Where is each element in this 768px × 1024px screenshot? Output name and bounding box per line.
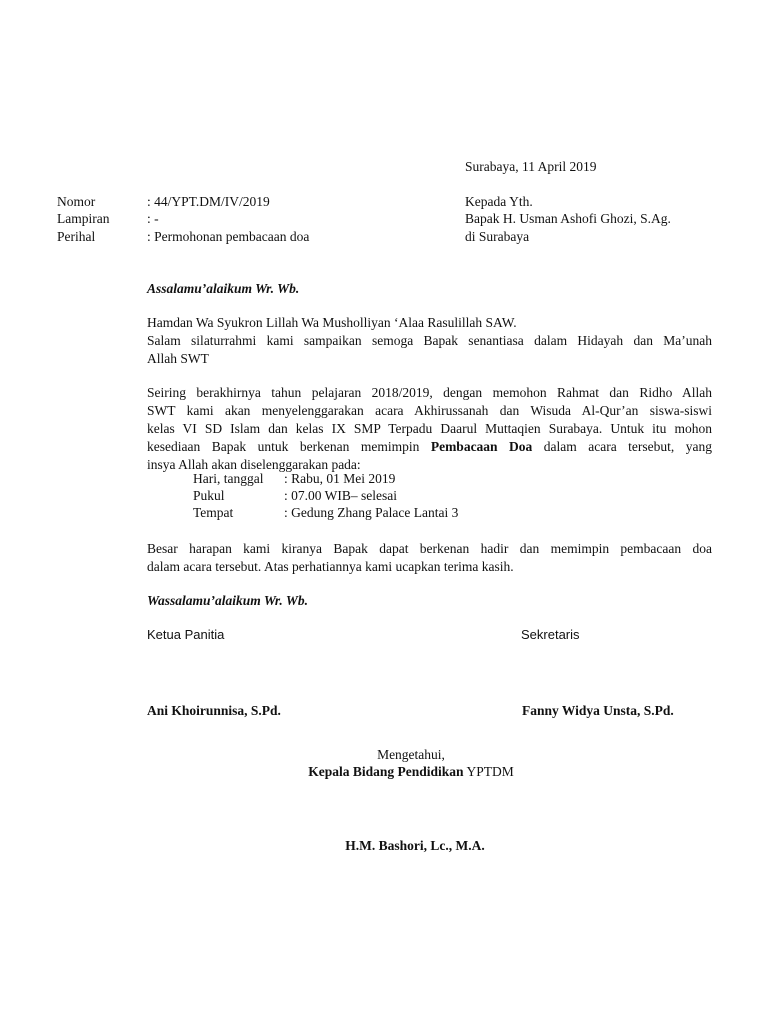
approval-title-bold: Kepala Bidang Pendidikan <box>308 764 464 779</box>
paragraph-line: dalam acara tersebut. Atas perhatiannya kami ucapkan terima kasih. <box>147 559 514 574</box>
paragraph-line: Salam silaturrahmi kami sampaikan semoga Bapak senantiasa dalam Hidayah dan Ma’unah <box>147 333 712 348</box>
event-value-date: : Rabu, 01 Mei 2019 <box>284 471 396 486</box>
paragraph-line: Hamdan Wa Syukron Lillah Wa Musholliyan ‘Alaa Rasulillah SAW. <box>147 315 517 330</box>
meta-value-nomor: : 44/YPT.DM/IV/2019 <box>147 194 270 209</box>
approval-label: Mengetahui, <box>377 747 445 762</box>
approval-name: H.M. Bashori, Lc., M.A. <box>345 838 485 853</box>
meta-label-perihal: Perihal <box>57 229 96 244</box>
event-label-place: Tempat <box>193 505 234 520</box>
meta-label-nomor: Nomor <box>57 194 96 209</box>
paragraph-line: SWT kami akan menyelenggarakan acara Akhirussanah dan Wisuda Al-Qur’an siswa-siswi <box>147 403 712 418</box>
recipient-line-3: di Surabaya <box>465 229 530 244</box>
recipient-line-2: Bapak H. Usman Ashofi Ghozi, S.Ag. <box>465 211 671 226</box>
paragraph-line: Allah SWT <box>147 351 209 366</box>
paragraph-request <box>147 384 712 474</box>
paragraph-text: dalam acara tersebut, yang <box>543 439 713 454</box>
approval-title <box>0 763 768 781</box>
letter-date: Surabaya, 11 April 2019 <box>465 159 597 174</box>
closing-greeting: Wassalamu’alaikum Wr. Wb. <box>147 593 309 608</box>
signature-right-title: Sekretaris <box>521 627 580 642</box>
paragraph-line: insya Allah akan diselenggarakan pada: <box>147 457 361 472</box>
highlight-pembacaan-doa: Pembacaan Doa <box>430 439 533 454</box>
meta-value-lampiran: : - <box>147 211 159 226</box>
signature-right-name: Fanny Widya Unsta, S.Pd. <box>522 703 674 718</box>
recipient-line-1: Kepada Yth. <box>465 194 533 209</box>
signature-left-title: Ketua Panitia <box>147 627 225 642</box>
event-value-place: : Gedung Zhang Palace Lantai 3 <box>284 505 459 520</box>
paragraph-text: kesediaan Bapak untuk berkenan memimpin <box>147 439 420 454</box>
meta-label-lampiran: Lampiran <box>57 211 110 226</box>
opening-greeting: Assalamu’alaikum Wr. Wb. <box>147 281 300 296</box>
signature-left-name: Ani Khoirunnisa, S.Pd. <box>147 703 281 718</box>
paragraph-opening <box>147 314 712 368</box>
paragraph-line: Besar harapan kami kiranya Bapak dapat berkenan hadir dan memimpin pembacaan doa <box>147 541 712 556</box>
paragraph-closing <box>147 540 712 576</box>
event-label-date: Hari, tanggal <box>193 471 264 486</box>
paragraph-line <box>147 438 712 456</box>
approval-title-org: YPTDM <box>466 764 514 779</box>
paragraph-line: Seiring berakhirnya tahun pelajaran 2018/2019, dengan memohon Rahmat dan Ridho Allah <box>147 385 712 400</box>
event-value-time: : 07.00 WIB– selesai <box>284 488 397 503</box>
meta-value-perihal: : Permohonan pembacaan doa <box>147 229 310 244</box>
paragraph-line: kelas VI SD Islam dan kelas IX SMP Terpadu Daarul Muttaqien Surabaya. Untuk itu mohon <box>147 421 712 436</box>
event-label-time: Pukul <box>193 488 225 503</box>
